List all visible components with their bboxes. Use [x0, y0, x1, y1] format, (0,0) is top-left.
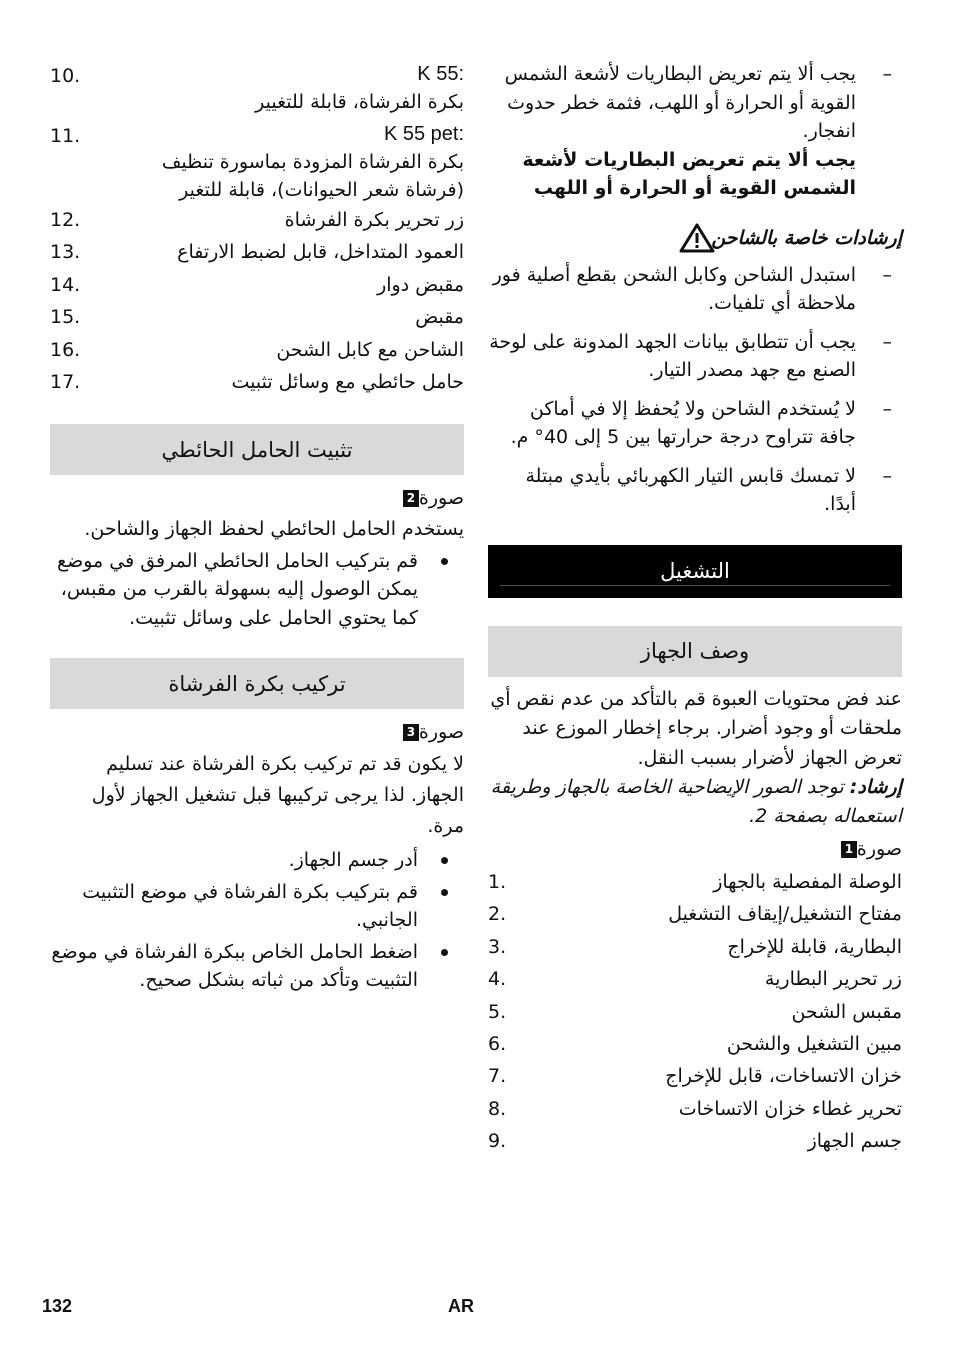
part-number: 6. — [488, 1033, 507, 1056]
figure-1-label — [488, 834, 902, 864]
part-item — [488, 898, 902, 930]
brush-roller-text: لا يكون قد تم تركيب بكرة الفرشاة عند تسليم الجهاز. لذا يرجى تركيبها قبل تشغيل الجهاز لأول مرة. — [91, 753, 464, 838]
charger-warning-item: – لا تمسك قابس التيار الكهربائي بأيدي مبتلة أبدًا. — [488, 462, 902, 519]
operation-section-title: التشغيل — [660, 559, 730, 583]
part-item — [50, 334, 464, 366]
part-item — [50, 120, 464, 204]
part-item — [50, 236, 464, 268]
device-description-band — [488, 626, 902, 677]
part-text: مفتاح التشغيل/إيقاف التشغيل — [668, 903, 902, 926]
page-number: 132 — [42, 1296, 73, 1316]
part-number: 2. — [488, 903, 507, 926]
part-model: K 55: — [417, 63, 464, 85]
part-number: 3. — [488, 935, 507, 958]
part-item — [488, 1125, 902, 1157]
part-text: زر تحرير البطارية — [764, 968, 902, 991]
part-text: بكرة الفرشاة المزودة بماسورة تنظيف (فرشاة شعر الحيوانات)، قابلة للتغير — [161, 151, 464, 201]
figure-number-badge: 1 — [841, 841, 857, 858]
part-item — [488, 866, 902, 898]
part-item — [50, 60, 464, 116]
part-text: العمود المتداخل، قابل لضبط الارتفاع — [177, 241, 464, 264]
part-text-block — [106, 60, 464, 116]
part-text: مقبض دوار — [377, 273, 464, 296]
figure-label-text: صورة — [856, 838, 902, 860]
part-number: 10. — [50, 65, 81, 87]
part-text: مقبس الشحن — [791, 1000, 902, 1023]
part-number: 1. — [488, 871, 507, 893]
part-number: 5. — [488, 1000, 507, 1023]
part-number: 13. — [50, 241, 81, 264]
part-number: 17. — [50, 371, 81, 394]
part-text: بكرة الفرشاة، قابلة للتغيير — [255, 91, 464, 113]
part-text: الشاحن مع كابل الشحن — [276, 338, 464, 361]
language-code: AR — [448, 1296, 474, 1316]
charger-warning-item: – استبدل الشاحن وكابل الشحن بقطع أصلية فور ملاحظة أي تلفيات. — [488, 261, 902, 318]
battery-warning-list — [488, 60, 902, 203]
part-model: K 55 pet: — [383, 123, 464, 145]
battery-warning-item — [488, 60, 902, 203]
part-item — [488, 1028, 902, 1060]
device-parts-list — [488, 866, 902, 1158]
part-text-block — [106, 120, 464, 204]
part-item — [50, 204, 464, 236]
charger-warning-item: – لا يُستخدم الشاحن ولا يُحفظ إلا في أماكن جافة تتراوح درجة حرارتها بين 5 إلى 40° م. — [488, 395, 902, 452]
wall-mount-step: قم بتركيب الحامل الحائطي المرفق في موضع يمكن الوصول إليه بسهولة بالقرب من مقبس، كما يحتوي الحامل على وسائل تثبيت. — [50, 547, 464, 633]
figure-number-badge: 2 — [403, 490, 419, 507]
battery-warning-bold: يجب ألا يتم تعريض البطاريات لأشعة الشمس القوية أو الحرارة أو اللهب — [522, 148, 856, 199]
part-item — [488, 963, 902, 995]
device-description-text: عند فض محتويات العبوة قم بالتأكد من عدم نقص أي ملحقات أو وجود أضرار. برجاء إخطار الموزع عند تعرض الجهاز لأضرار بسبب النقل. — [490, 687, 902, 769]
device-description-title: وصف الجهاز — [640, 639, 750, 663]
part-text: زر تحرير بكرة الفرشاة — [284, 209, 464, 231]
device-note-label: إرشاد: — [849, 776, 902, 798]
part-item — [50, 269, 464, 301]
part-number: 9. — [488, 1130, 507, 1153]
part-item — [488, 1060, 902, 1092]
wall-mount-title: تثبيت الحامل الحائطي — [161, 437, 353, 462]
brush-roller-step: اضغط الحامل الخاص ببكرة الفرشاة في موضع التثبيت وتأكد من ثباته بشكل صحيح. — [50, 938, 464, 995]
brush-roller-step: أدر جسم الجهاز. — [50, 846, 464, 875]
charger-warning-heading — [488, 223, 902, 253]
part-text: الوصلة المفصلية بالجهاز — [713, 871, 902, 893]
left-column — [50, 60, 464, 998]
figure-2-label — [50, 483, 464, 513]
part-number: 15. — [50, 306, 81, 329]
figure-label-text: صورة — [418, 487, 464, 510]
part-text: مقبض — [415, 306, 464, 329]
brush-roller-steps — [50, 846, 464, 995]
wall-mount-text: يستخدم الحامل الحائطي لحفظ الجهاز والشاحن. — [84, 518, 464, 541]
part-text: البطارية، قابلة للإخراج — [727, 935, 902, 958]
part-item — [488, 996, 902, 1028]
battery-warning-text: يجب ألا يتم تعريض البطاريات لأشعة الشمس القوية أو الحرارة أو اللهب، فثمة خطر حدوث انفجار. — [504, 63, 856, 142]
charger-warning-list — [488, 261, 902, 519]
part-item — [50, 366, 464, 398]
part-item — [488, 931, 902, 963]
part-number: 14. — [50, 273, 81, 296]
charger-warning-item: – يجب أن تتطابق بيانات الجهد المدونة على لوحة الصنع مع جهد مصدر التيار. — [488, 328, 902, 385]
charger-warning-title: إرشادات خاصة بالشاحن — [711, 226, 902, 249]
part-number: 8. — [488, 1097, 507, 1120]
right-column — [488, 60, 902, 1158]
brush-roller-title: تركيب بكرة الفرشاة — [168, 671, 346, 696]
operation-section-band — [488, 545, 902, 598]
part-text: خزان الاتساخات، قابل للإخراج — [665, 1065, 902, 1088]
figure-number-badge: 3 — [403, 724, 419, 741]
part-item — [488, 1093, 902, 1125]
part-number: 7. — [488, 1065, 507, 1088]
part-number: 11. — [50, 125, 81, 147]
device-parts-list-continued — [50, 60, 464, 398]
part-text: حامل حائطي مع وسائل تثبيت — [231, 371, 464, 394]
wall-mount-steps — [50, 547, 464, 633]
brush-roller-band — [50, 658, 464, 709]
brush-roller-step: قم بتركيب بكرة الفرشاة في موضع التثبيت الجانبي. — [50, 878, 464, 935]
part-text: جسم الجهاز — [807, 1130, 902, 1153]
wall-mount-band — [50, 424, 464, 475]
device-note-text: توجد الصور الإيضاحية الخاصة بالجهاز وطريقة استعماله بصفحة 2. — [490, 776, 902, 827]
device-note — [488, 773, 902, 830]
part-text: مبين التشغيل والشحن — [726, 1033, 902, 1056]
part-number: 16. — [50, 338, 81, 361]
part-number: 4. — [488, 968, 507, 991]
part-item — [50, 301, 464, 333]
figure-3-label — [50, 717, 464, 747]
figure-label-text: صورة — [418, 721, 464, 744]
part-number: 12. — [50, 209, 81, 231]
warning-triangle-icon — [679, 223, 715, 253]
part-text: تحرير غطاء خزان الاتساخات — [678, 1097, 902, 1120]
